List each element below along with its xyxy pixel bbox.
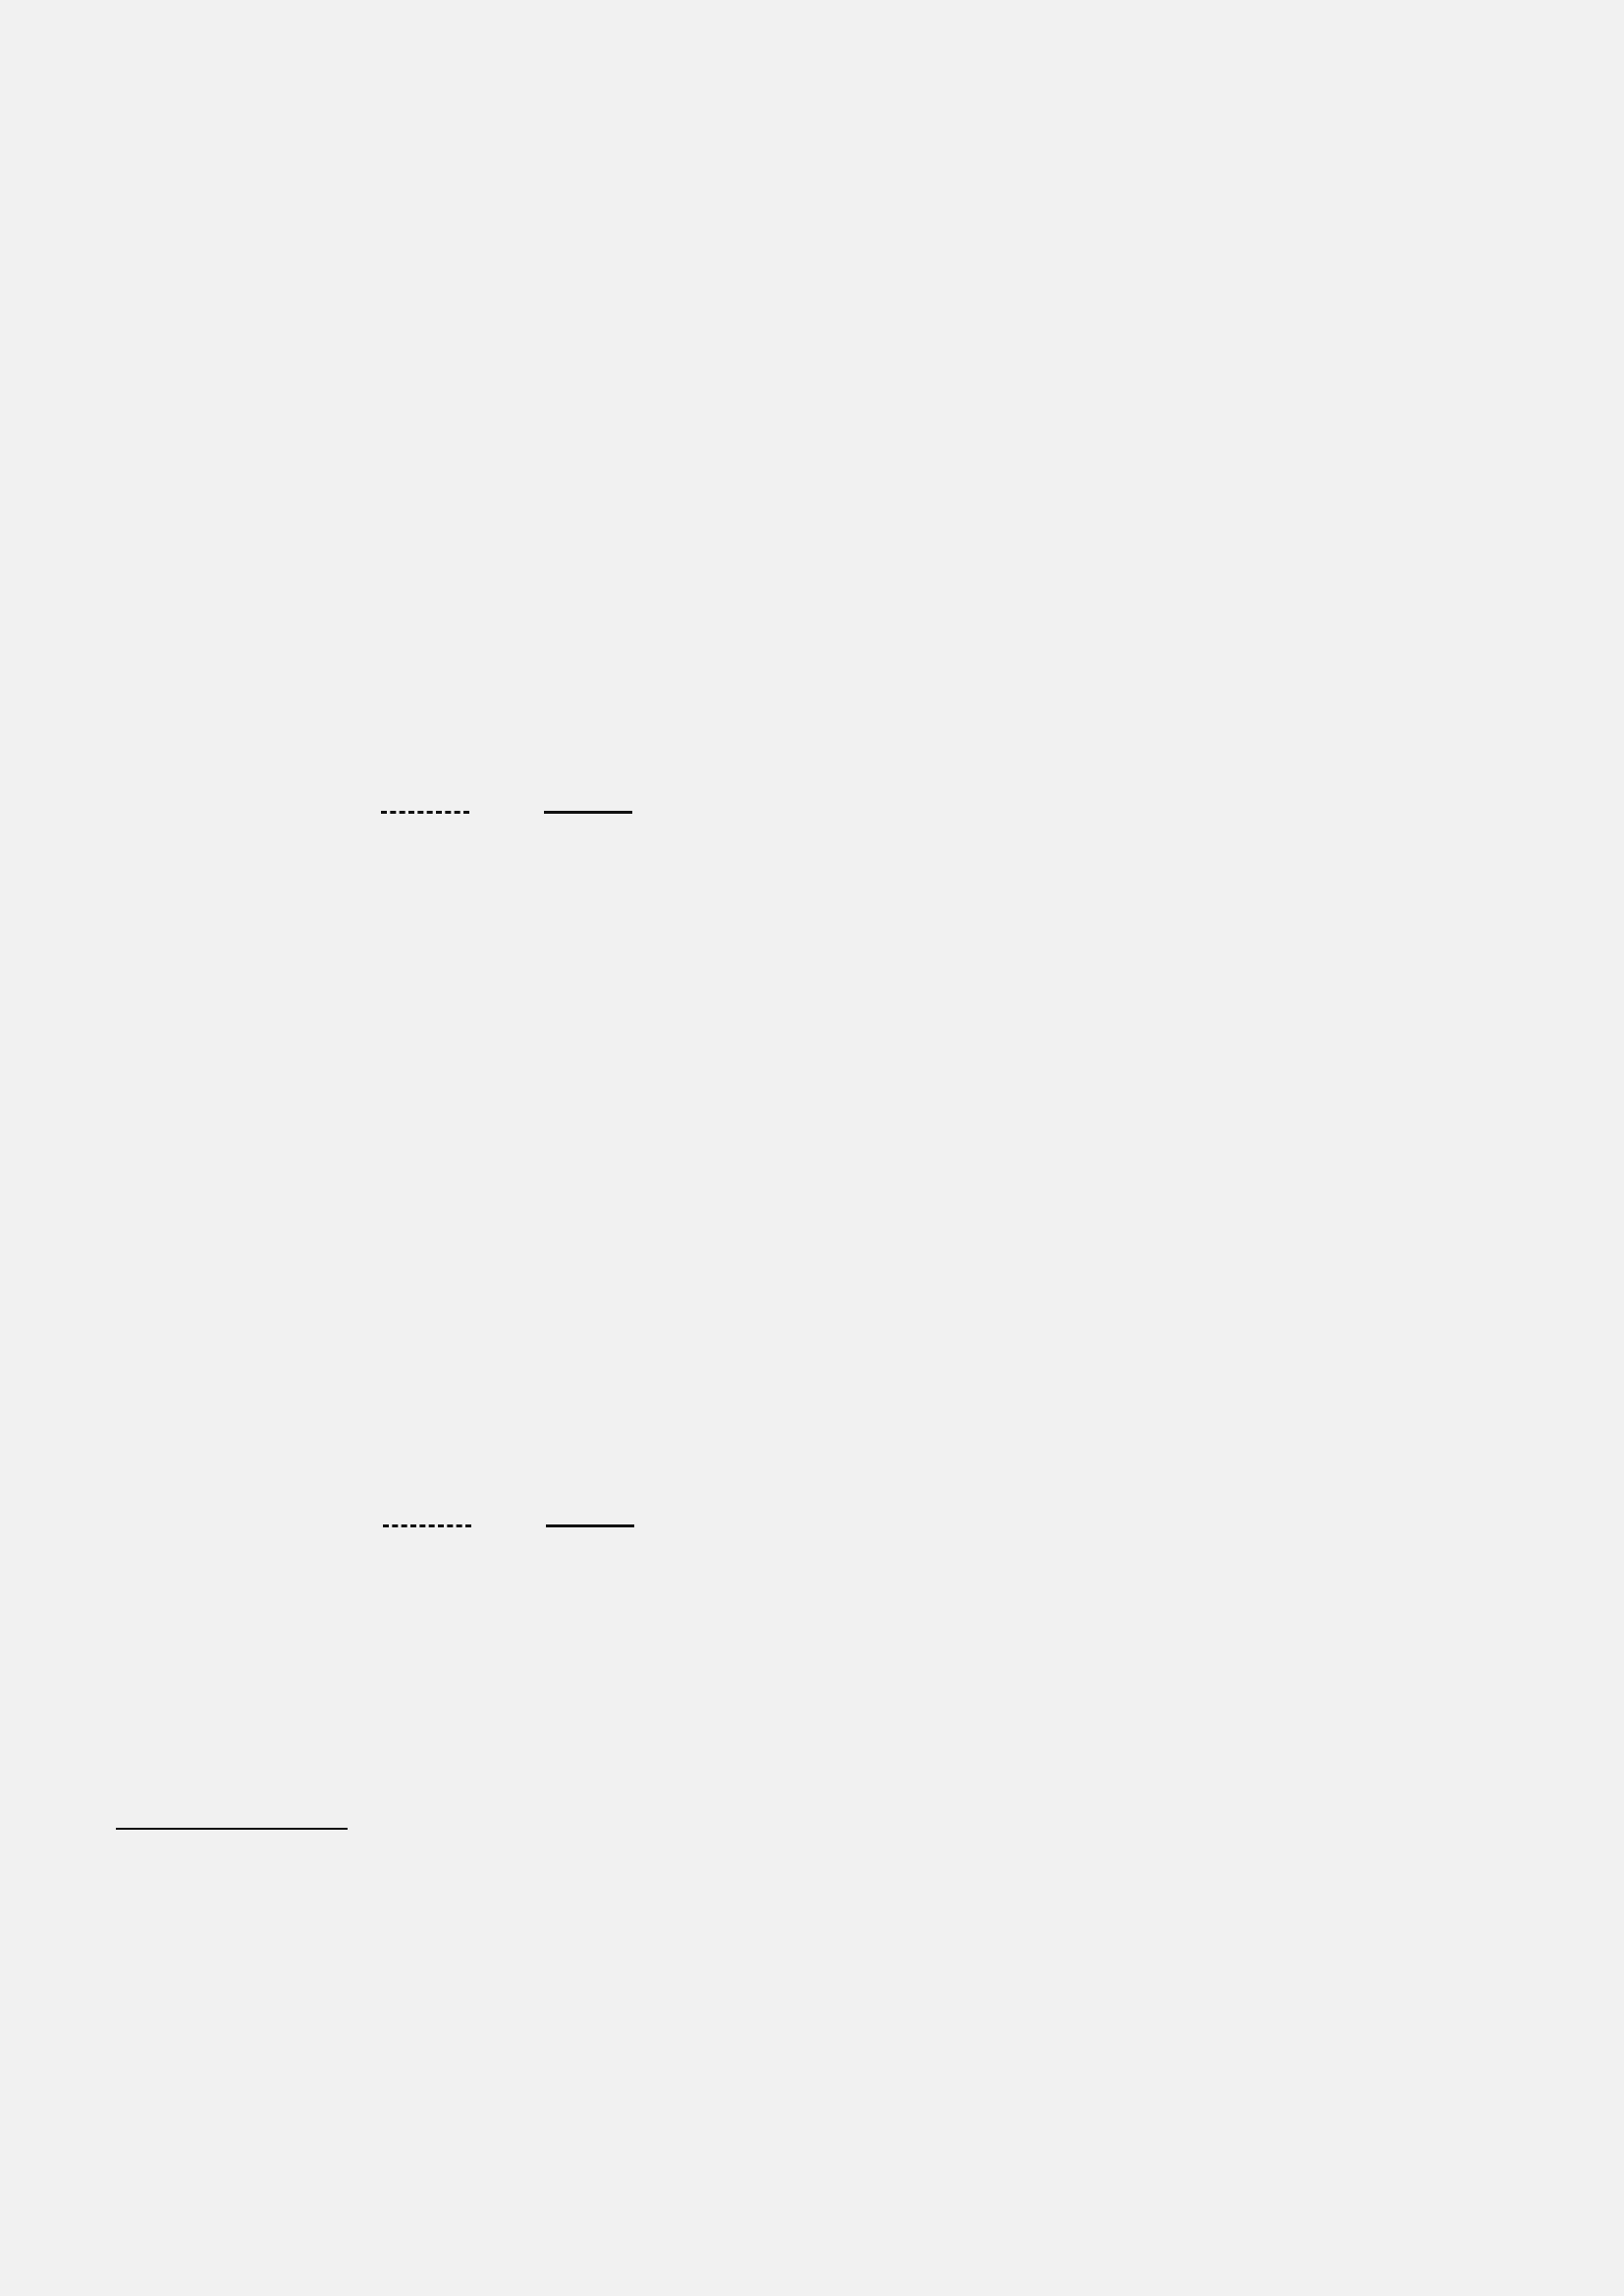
legend-dashed-line-icon xyxy=(381,811,469,814)
figure-3-legend xyxy=(381,800,642,827)
figure-4-legend xyxy=(383,1514,644,1540)
footnote-rule xyxy=(116,1828,348,1830)
legend-solid-line-icon xyxy=(546,1524,634,1527)
legend-solid-line-icon xyxy=(544,811,632,814)
legend-dashed-line-icon xyxy=(383,1524,471,1527)
